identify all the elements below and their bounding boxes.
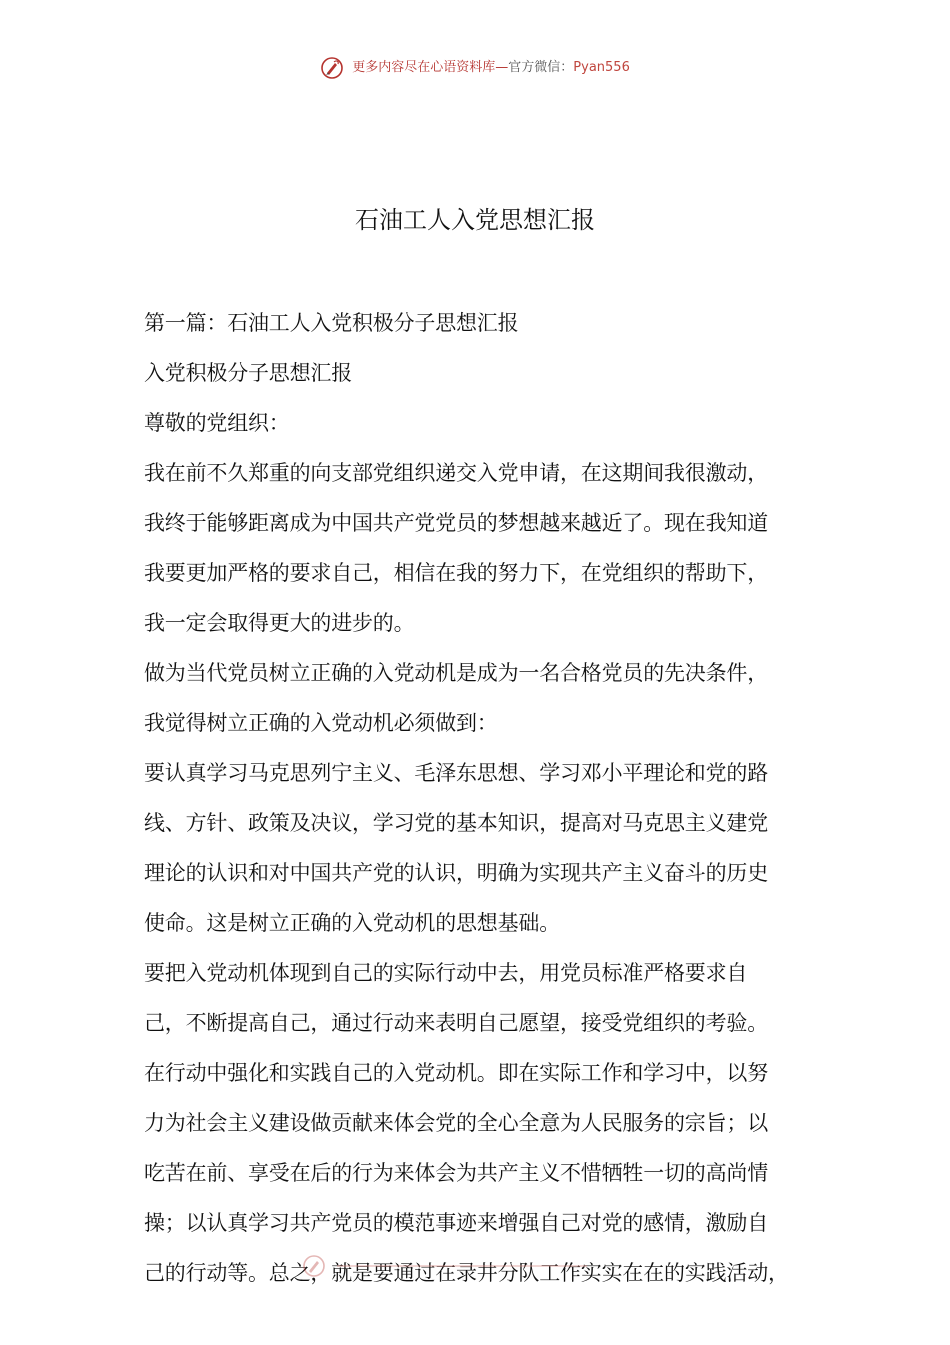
body-line: 使命。这是树立正确的入党动机的思想基础。 xyxy=(144,911,560,935)
body-line: 我终于能够距离成为中国共产党党员的梦想越来越近了。现在我知道 xyxy=(144,511,768,535)
body-line: 线、方针、政策及决议，学习党的基本知识，提高对马克思主义建党 xyxy=(144,811,768,835)
body-line: 理论的认识和对中国共产党的认识，明确为实现共产主义奋斗的历史 xyxy=(144,861,768,885)
watermark-label: 官方微信： xyxy=(508,60,574,75)
header-watermark xyxy=(0,54,950,83)
pen-logo-icon xyxy=(320,56,344,80)
watermark-separator: — xyxy=(495,60,509,75)
document-title: 石油工人入党思想汇报 xyxy=(355,206,595,234)
watermark-wechat-id: Pyan556 xyxy=(573,60,630,75)
document-body xyxy=(144,298,824,1298)
body-line: 力为社会主义建设做贡献来体会党的全心全意为人民服务的宗旨；以 xyxy=(144,1111,768,1135)
body-line: 操；以认真学习共产党员的模范事迹来增强自己对党的感情，激励自 xyxy=(144,1211,768,1235)
body-line: 要认真学习马克思列宁主义、毛泽东思想、学习邓小平理论和党的路 xyxy=(144,761,768,785)
body-line: 我在前不久郑重的向支部党组织递交入党申请，在这期间我很激动， xyxy=(144,461,768,485)
body-line: 我一定会取得更大的进步的。 xyxy=(144,611,415,635)
body-line: 己，不断提高自己，通过行动来表明自己愿望，接受党组织的考验。 xyxy=(144,1011,768,1035)
body-line: 我要更加严格的要求自己，相信在我的努力下，在党组织的帮助下， xyxy=(144,561,768,585)
watermark-text: 更多内容尽在心语资料库 xyxy=(352,60,496,75)
body-line: 己的行动等。总之，就是要通过在录井分队工作实实在在的实践活动， xyxy=(144,1261,789,1285)
body-line: 我觉得树立正确的入党动机必须做到： xyxy=(144,711,498,735)
body-line: 第一篇：石油工人入党积极分子思想汇报 xyxy=(144,311,519,335)
body-line: 要把入党动机体现到自己的实际行动中去，用党员标准严格要求自 xyxy=(144,961,748,985)
body-line: 吃苦在前、享受在后的行为来体会为共产主义不惜牺牲一切的高尚情 xyxy=(144,1161,768,1185)
body-line: 尊敬的党组织： xyxy=(144,411,290,435)
body-line: 做为当代党员树立正确的入党动机是成为一名合格党员的先决条件， xyxy=(144,661,768,685)
body-line: 入党积极分子思想汇报 xyxy=(144,361,352,385)
body-line: 在行动中强化和实践自己的入党动机。即在实际工作和学习中，以努 xyxy=(144,1061,768,1085)
